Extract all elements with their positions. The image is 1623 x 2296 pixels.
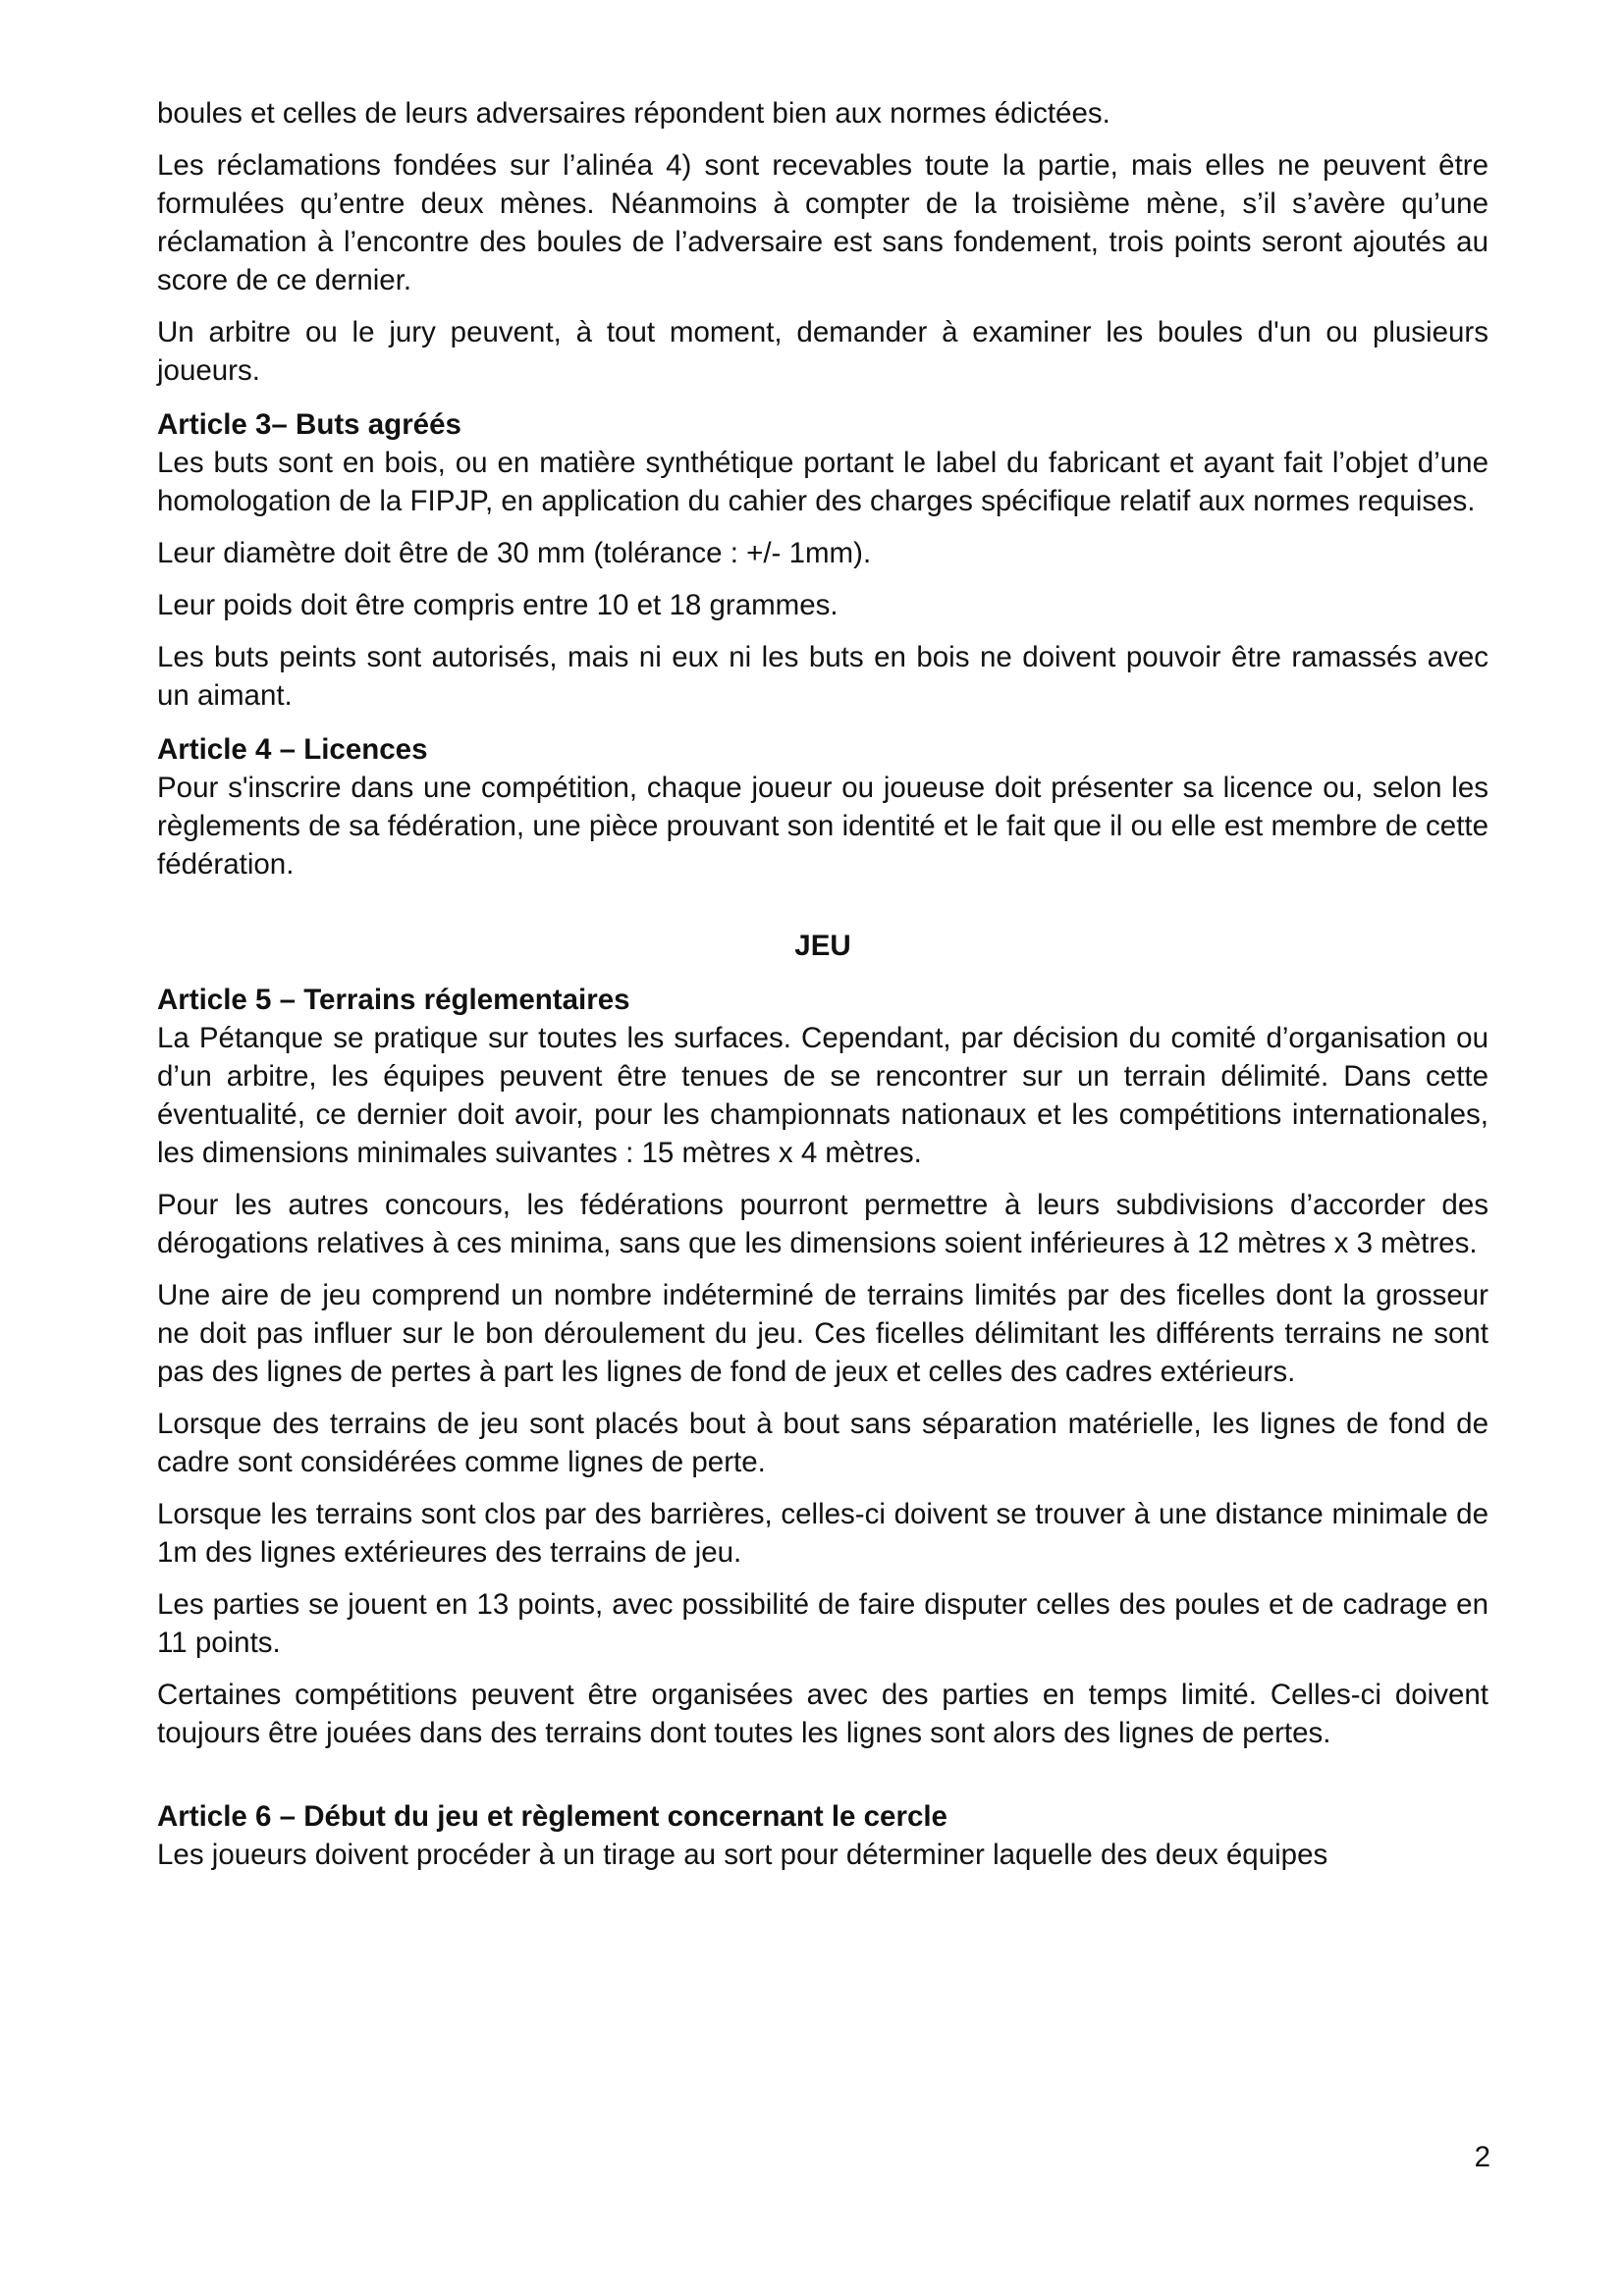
paragraph: Leur diamètre doit être de 30 mm (tolérance : +/- 1mm). <box>157 537 872 569</box>
article-3-title: Article 3– Buts agréés <box>157 408 461 441</box>
article-6-title: Article 6 – Début du jeu et règlement concernant le cercle <box>157 1800 947 1833</box>
paragraph: Leur poids doit être compris entre 10 et 18 grammes. <box>157 589 839 621</box>
paragraph: Lorsque les terrains sont clos par des barrières, celles-ci doivent se trouver à une distance minimale de 1m des lignes extérieures des terrains de jeu. <box>157 1498 1488 1569</box>
paragraph: Une aire de jeu comprend un nombre indéterminé de terrains limités par des ficelles dont la grosseur ne doit pas influer sur le bon déroulement du jeu. Ces ficelles délimitant les différents terrains ne sont pas des lignes de pertes à part les lignes de fond de jeux et celles des cadres extérieurs. <box>157 1279 1488 1388</box>
paragraph: Un arbitre ou le jury peuvent, à tout moment, demander à examiner les boules d'un ou plusieurs joueurs. <box>157 316 1488 387</box>
paragraph: Les buts sont en bois, ou en matière synthétique portant le label du fabricant et ayant fait l’objet d’une homologation de la FIPJP, en application du cahier des charges spécifique relatif aux normes requises. <box>157 447 1488 517</box>
paragraph: Les parties se jouent en 13 points, avec possibilité de faire disputer celles des poules et de cadrage en 11 points. <box>157 1588 1488 1659</box>
paragraph: Les joueurs doivent procéder à un tirage au sort pour déterminer laquelle des deux équipes <box>157 1839 1328 1871</box>
paragraph: boules et celles de leurs adversaires répondent bien aux normes édictées. <box>157 97 1110 130</box>
paragraph: La Pétanque se pratique sur toutes les surfaces. Cependant, par décision du comité d’organisation ou d’un arbitre, les équipes peuvent être tenues de se rencontrer sur un terrain délimité. Dans cette éventualité, ce dernier doit avoir, pour les championnats nationaux et les compétitions internationales, les dimensions minimales suivantes : 15 mètres x 4 mètres. <box>157 1022 1488 1169</box>
article-5-title: Article 5 – Terrains réglementaires <box>157 984 630 1016</box>
paragraph: Lorsque des terrains de jeu sont placés bout à bout sans séparation matérielle, les lignes de fond de cadre sont considérées comme lignes de perte. <box>157 1408 1488 1478</box>
page-number: 2 <box>1474 2141 1490 2173</box>
paragraph: Pour les autres concours, les fédérations pourront permettre à leurs subdivisions d’accorder des dérogations relatives à ces minima, sans que les dimensions soient inférieures à 12 mètres x 3 mètres. <box>157 1189 1488 1259</box>
paragraph: Pour s'inscrire dans une compétition, chaque joueur ou joueuse doit présenter sa licence ou, selon les règlements de sa fédération, une pièce prouvant son identité et le fait que il ou elle est membre de cette fédération. <box>157 772 1488 881</box>
article-4-title: Article 4 – Licences <box>157 733 428 766</box>
paragraph: Les buts peints sont autorisés, mais ni eux ni les buts en bois ne doivent pouvoir être ramassés avec un aimant. <box>157 641 1488 712</box>
paragraph: Certaines compétitions peuvent être organisées avec des parties en temps limité. Celles-ci doivent toujours être jouées dans des terrains dont toutes les lignes sont alors des lignes de pertes. <box>157 1679 1488 1749</box>
paragraph: Les réclamations fondées sur l’alinéa 4) sont recevables toute la partie, mais elles ne peuvent être formulées qu’entre deux mènes. Néanmoins à compter de la troisième mène, s’il s’avère qu’une réclamation à l’encontre des boules de l’adversaire est sans fondement, trois points seront ajoutés au score de ce dernier. <box>157 149 1488 296</box>
section-title: JEU <box>794 930 851 962</box>
document-page <box>157 94 1488 1874</box>
